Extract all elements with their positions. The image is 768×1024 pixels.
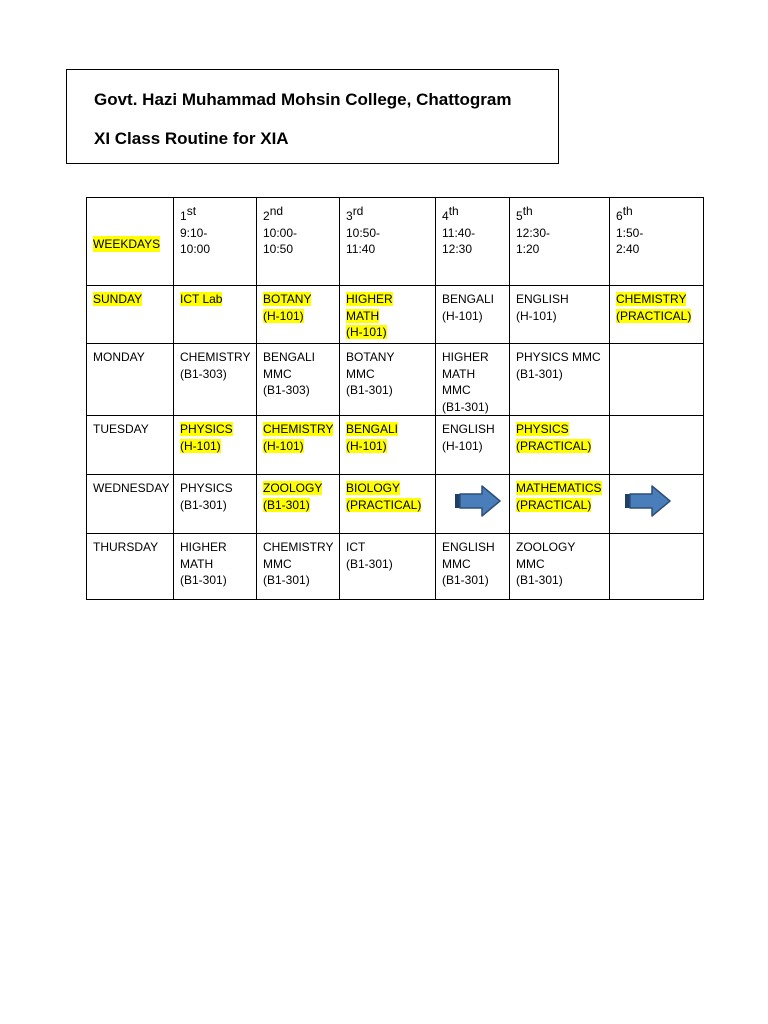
routine-table xyxy=(86,197,704,600)
day-label: MONDAY xyxy=(93,350,145,364)
period-suffix: st xyxy=(186,204,197,218)
class-cell xyxy=(257,286,340,344)
room: (B1-301) xyxy=(346,383,393,397)
period-number: 4 xyxy=(442,209,449,223)
day-label: THURSDAY xyxy=(93,540,159,554)
subject: PHYSICS xyxy=(180,422,233,436)
period-suffix: rd xyxy=(352,204,364,218)
room: (B1-301) xyxy=(263,573,310,587)
title-box xyxy=(66,69,559,164)
period-suffix: th xyxy=(622,204,633,218)
room: (PRACTICAL) xyxy=(616,308,692,323)
header-row xyxy=(87,198,704,286)
subject: BENGALI xyxy=(346,422,399,436)
subject: CHEMISTRY xyxy=(180,350,251,364)
class-cell xyxy=(340,475,436,534)
period-end: 1:20 xyxy=(516,242,540,256)
day-cell xyxy=(87,416,174,475)
subject: CHEMISTRY xyxy=(616,292,687,306)
period-number: 5 xyxy=(516,209,523,223)
class-cell xyxy=(340,344,436,416)
class-cell xyxy=(340,286,436,344)
period-start: 9:10- xyxy=(180,225,208,240)
class-cell xyxy=(257,416,340,475)
class-cell xyxy=(510,286,610,344)
period-suffix: th xyxy=(448,204,459,218)
period-header-3 xyxy=(340,198,436,286)
class-cell xyxy=(257,344,340,416)
period-start: 12:30- xyxy=(516,225,551,240)
subject: HIGHER xyxy=(442,350,489,364)
row-monday xyxy=(87,344,704,416)
room: (B1-301) xyxy=(180,497,227,512)
room: (H-101) xyxy=(180,438,221,453)
subject: BOTANY xyxy=(346,350,395,364)
subject: CHEMISTRY xyxy=(263,422,334,436)
class-cell xyxy=(510,534,610,600)
class-cell xyxy=(436,286,510,344)
class-cell xyxy=(436,344,510,416)
period-header-6 xyxy=(610,198,704,286)
row-thursday xyxy=(87,534,704,600)
room: (B1-303) xyxy=(263,383,310,397)
day-cell xyxy=(87,475,174,534)
subject: MATH xyxy=(346,308,380,323)
class-cell xyxy=(174,344,257,416)
subject: ZOOLOGY xyxy=(263,481,323,495)
class-cell xyxy=(340,416,436,475)
subject: MMC xyxy=(442,556,471,571)
period-number: 6 xyxy=(616,209,623,223)
room: (B1-301) xyxy=(516,366,563,381)
room: (PRACTICAL) xyxy=(516,497,592,512)
subject: HIGHER xyxy=(346,292,393,306)
room: (B1-303) xyxy=(180,366,227,381)
period-suffix: th xyxy=(522,204,533,218)
subject: ENGLISH xyxy=(442,540,495,554)
period-number: 2 xyxy=(263,209,270,223)
subject: MATH xyxy=(180,556,214,571)
room: (H-101) xyxy=(516,308,557,323)
subject: PHYSICS xyxy=(180,481,233,495)
day-cell xyxy=(87,534,174,600)
subject: MATH xyxy=(442,366,476,381)
room: (H-101) xyxy=(263,308,304,323)
row-tuesday xyxy=(87,416,704,475)
period-number: 1 xyxy=(180,209,187,223)
subject: ICT xyxy=(346,540,366,554)
class-cell-empty xyxy=(610,534,704,600)
period-start: 10:50- xyxy=(346,225,381,240)
class-cell-continued xyxy=(610,475,704,534)
room: (B1-301) xyxy=(180,573,227,587)
period-start: 11:40- xyxy=(442,225,476,240)
period-end: 10:50 xyxy=(263,242,294,256)
class-cell xyxy=(174,534,257,600)
period-header-2 xyxy=(257,198,340,286)
period-end: 10:00 xyxy=(180,242,211,256)
day-label: WEDNESDAY xyxy=(93,481,170,495)
subject: MMC xyxy=(263,556,292,571)
period-header-1 xyxy=(174,198,257,286)
right-arrow-icon xyxy=(454,484,502,518)
right-arrow-icon xyxy=(624,484,672,518)
subject: HIGHER xyxy=(180,540,227,554)
period-header-5 xyxy=(510,198,610,286)
weekdays-label: WEEKDAYS xyxy=(93,236,161,251)
subject: MATHEMATICS xyxy=(516,481,602,495)
room: (H-101) xyxy=(442,308,483,323)
subject: ENGLISH xyxy=(442,422,495,436)
class-cell xyxy=(436,534,510,600)
row-sunday xyxy=(87,286,704,344)
subject: BIOLOGY xyxy=(346,481,401,495)
class-cell xyxy=(510,475,610,534)
room: (B1-301) xyxy=(442,399,489,414)
subject: MMC xyxy=(516,556,545,571)
room: (H-101) xyxy=(263,438,304,453)
subject: MMC xyxy=(346,366,375,381)
subject: ICT Lab xyxy=(180,292,223,306)
subject: ENGLISH xyxy=(516,292,569,306)
class-cell xyxy=(610,286,704,344)
subject: PHYSICS MMC xyxy=(516,350,601,364)
class-cell xyxy=(340,534,436,600)
class-cell xyxy=(174,286,257,344)
period-start: 10:00- xyxy=(263,225,298,240)
day-cell xyxy=(87,344,174,416)
day-cell xyxy=(87,286,174,344)
period-suffix: nd xyxy=(269,204,284,218)
room: (B1-301) xyxy=(346,556,393,571)
room: (PRACTICAL) xyxy=(346,497,422,512)
room: (H-101) xyxy=(346,438,387,453)
weekdays-header xyxy=(87,198,174,286)
class-cell xyxy=(510,416,610,475)
room: (PRACTICAL) xyxy=(516,438,592,453)
subject: PHYSICS xyxy=(516,422,569,436)
subject: BOTANY xyxy=(263,292,312,306)
subject: BENGALI xyxy=(263,350,316,364)
class-cell-continued xyxy=(436,475,510,534)
subject: MMC xyxy=(442,383,471,397)
class-cell xyxy=(257,475,340,534)
class-cell xyxy=(510,344,610,416)
room: (B1-301) xyxy=(263,497,310,512)
room: (B1-301) xyxy=(516,573,563,587)
period-end: 12:30 xyxy=(442,242,473,256)
period-start: 1:50- xyxy=(616,225,644,240)
day-label: TUESDAY xyxy=(93,422,149,436)
period-number: 3 xyxy=(346,209,353,223)
room: (H-101) xyxy=(442,438,483,453)
subject: CHEMISTRY xyxy=(263,540,334,554)
period-end: 11:40 xyxy=(346,242,376,256)
class-cell xyxy=(174,416,257,475)
period-header-4 xyxy=(436,198,510,286)
subject: MMC xyxy=(263,366,292,381)
room: (H-101) xyxy=(346,325,387,339)
class-cell xyxy=(257,534,340,600)
day-label: SUNDAY xyxy=(93,292,143,306)
routine-title: XI Class Routine for XIA xyxy=(94,129,289,148)
subject: ZOOLOGY xyxy=(516,540,576,554)
period-end: 2:40 xyxy=(616,242,640,256)
class-cell xyxy=(174,475,257,534)
row-wednesday xyxy=(87,475,704,534)
class-cell xyxy=(436,416,510,475)
class-cell-empty xyxy=(610,416,704,475)
class-cell-empty xyxy=(610,344,704,416)
college-name: Govt. Hazi Muhammad Mohsin College, Chattogram xyxy=(94,90,512,109)
subject: BENGALI xyxy=(442,292,495,306)
room: (B1-301) xyxy=(442,573,489,587)
